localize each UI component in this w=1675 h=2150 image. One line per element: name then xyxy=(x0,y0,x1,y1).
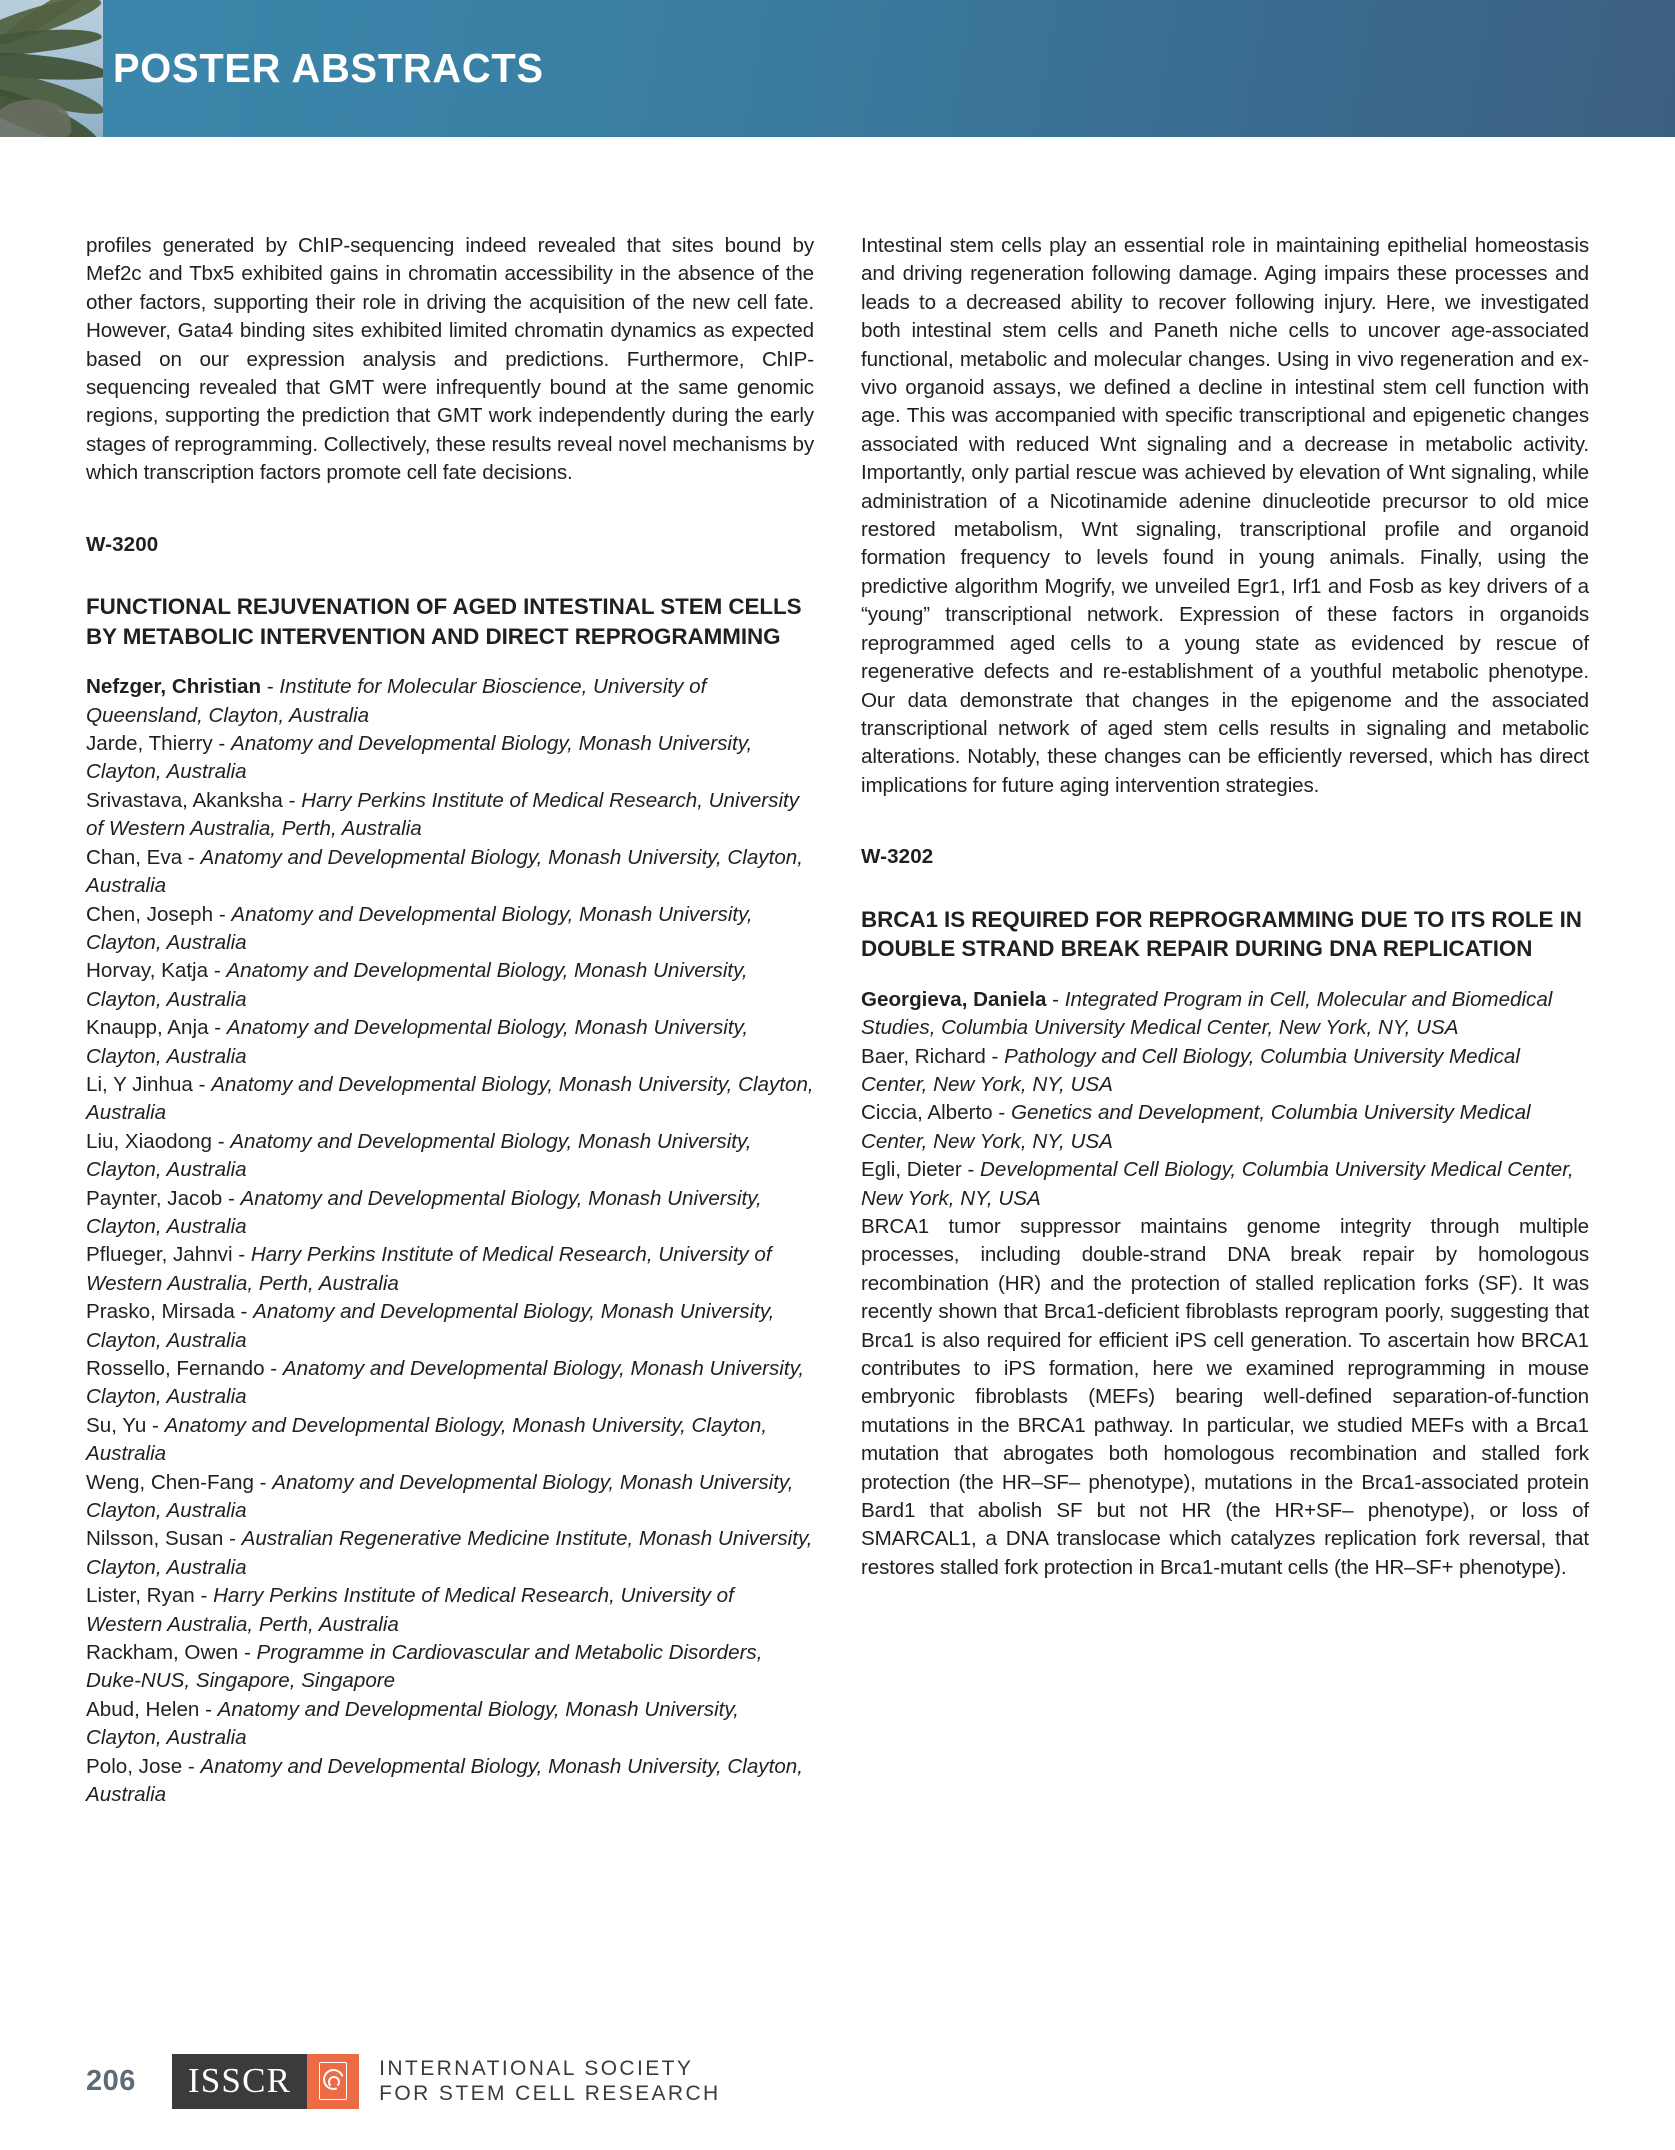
author-name: Li, Y Jinhua xyxy=(86,1072,193,1096)
author-affiliation: Harry Perkins Institute of Medical Research, University of Western Australia, Perth, Australia xyxy=(86,1584,734,1636)
author-name: Horvay, Katja xyxy=(86,959,209,983)
author-affiliation: Programme in Cardiovascular and Metabolic Disorders, Duke-NUS, Singapore, Singapore xyxy=(86,1641,763,1693)
page-title: POSTER ABSTRACTS xyxy=(113,45,544,91)
author-affiliation: Anatomy and Developmental Biology, Monash University, Clayton, Australia xyxy=(86,1697,739,1750)
author-name: Chen, Joseph xyxy=(86,902,214,926)
author-affiliation: Anatomy and Developmental Biology, Monash University, Clayton, Australia xyxy=(86,1413,768,1466)
page-footer xyxy=(0,2046,1675,2116)
author-entry: Lister, Ryan - Harry Perkins Institute of Medical Research, University of Western Australia, Perth, Australia xyxy=(86,1584,734,1636)
author-affiliation: Anatomy and Developmental Biology, Monash University, Clayton, Australia xyxy=(86,1470,794,1523)
author-entry: Su, Yu - Anatomy and Developmental Biology, Monash University, Clayton, Australia xyxy=(86,1413,768,1466)
author-affiliation: Anatomy and Developmental Biology, Monash University, Clayton, Australia xyxy=(86,732,753,784)
author-affiliation: Anatomy and Developmental Biology, Monash University, Clayton, Australia xyxy=(86,1186,762,1238)
author-name: Rossello, Fernando xyxy=(86,1357,265,1380)
author-affiliation: Anatomy and Developmental Biology, Monash University, Clayton, Australia xyxy=(86,1754,803,1807)
author-name: Ciccia, Alberto xyxy=(861,1101,993,1125)
author-entry: Chan, Eva - Anatomy and Developmental Biology, Monash University, Clayton, Australia xyxy=(86,845,803,898)
author-affiliation: Harry Perkins Institute of Medical Research, University of Western Australia, Perth, Australia xyxy=(86,788,800,841)
author-affiliation: Genetics and Development, Columbia University Medical Center, New York, NY, USA xyxy=(861,1101,1531,1153)
author-entry: Baer, Richard - Pathology and Cell Biology, Columbia University Medical Center, New York, NY, USA xyxy=(861,1044,1520,1096)
author-name: Nefzger, Christian xyxy=(86,675,262,699)
author-list-w3200 xyxy=(86,673,814,1809)
author-entry: Egli, Dieter - Developmental Cell Biology, Columbia University Medical Center, New York, NY, USA xyxy=(861,1158,1574,1210)
author-name: Su, Yu xyxy=(86,1413,147,1437)
author-entry: Polo, Jose - Anatomy and Developmental Biology, Monash University, Clayton, Australia xyxy=(86,1754,803,1807)
author-name: Rackham, Owen xyxy=(86,1641,239,1665)
author-entry: Prasko, Mirsada - Anatomy and Developmental Biology, Monash University, Clayton, Australia xyxy=(86,1300,775,1352)
isscr-full-name xyxy=(379,2054,720,2109)
author-name: Baer, Richard xyxy=(861,1044,986,1068)
author-name: Lister, Ryan xyxy=(86,1584,195,1608)
author-name: Nilsson, Susan xyxy=(86,1527,224,1551)
author-entry: Liu, Xiaodong - Anatomy and Developmental Biology, Monash University, Clayton, Australia xyxy=(86,1129,752,1182)
page-content xyxy=(0,232,1675,1810)
author-affiliation: Anatomy and Developmental Biology, Monash University, Clayton, Australia xyxy=(86,959,748,1011)
author-entry: Chen, Joseph - Anatomy and Developmental Biology, Monash University, Clayton, Australia xyxy=(86,902,753,954)
continued-paragraph: profiles generated by ChIP-sequencing indeed revealed that sites bound by Mef2c and Tbx5 exhibited gains in chromatin accessibility in the absence of the other factors, supporting their role in driving the acquisition of the new cell fate. However, Gata4 binding sites exhibited limited chromatin dynamics as expected based on our expression analysis and predictions. Furthermore, ChIP-sequencing revealed that GMT were infrequently bound at the same genomic regions, supporting the prediction that GMT work independently during the early stages of reprogramming. Collectively, these results reveal novel mechanisms by which transcription factors promote cell fate decisions. xyxy=(86,234,814,485)
author-entry: Georgieva, Daniela - Integrated Program in Cell, Molecular and Biomedical Studies, Columbia University Medical Center, New York, NY, USA xyxy=(861,987,1553,1040)
author-entry: Nilsson, Susan - Australian Regenerative Medicine Institute, Monash University, Clayton, Australia xyxy=(86,1527,813,1579)
isscr-emblem-block xyxy=(307,2054,359,2109)
right-column xyxy=(861,232,1589,1810)
author-entry: Rossello, Fernando - Anatomy and Developmental Biology, Monash University, Clayton, Australia xyxy=(86,1357,805,1409)
author-affiliation: Anatomy and Developmental Biology, Monash University, Clayton, Australia xyxy=(86,1072,814,1125)
banner-color-bar xyxy=(103,0,1675,137)
isscr-name-line-2: FOR STEM CELL RESEARCH xyxy=(379,2082,721,2105)
author-name: Egli, Dieter xyxy=(861,1158,962,1182)
author-entry: Pflueger, Jahnvi - Harry Perkins Institute of Medical Research, University of Western Australia, Perth, Australia xyxy=(86,1243,772,1295)
isscr-wordmark: ISSCR xyxy=(172,2054,307,2109)
left-column xyxy=(86,232,814,1810)
author-name: Georgieva, Daniela xyxy=(861,987,1047,1011)
isscr-logo xyxy=(172,2054,721,2109)
author-name: Polo, Jose xyxy=(86,1754,183,1778)
author-affiliation: Anatomy and Developmental Biology, Monash University, Clayton, Australia xyxy=(86,845,803,898)
author-name: Weng, Chen-Fang xyxy=(86,1470,254,1494)
page-header-banner xyxy=(0,0,1675,137)
author-entry: Horvay, Katja - Anatomy and Developmental Biology, Monash University, Clayton, Australia xyxy=(86,959,748,1011)
two-column-layout xyxy=(86,232,1589,1810)
author-name: Srivastava, Akanksha xyxy=(86,788,283,812)
author-affiliation: Anatomy and Developmental Biology, Monash University, Clayton, Australia xyxy=(86,1300,775,1352)
author-entry: Srivastava, Akanksha - Harry Perkins Institute of Medical Research, University of Western Australia, Perth, Australia xyxy=(86,788,800,841)
author-entry: Paynter, Jacob - Anatomy and Developmental Biology, Monash University, Clayton, Australia xyxy=(86,1186,762,1238)
author-name: Pflueger, Jahnvi xyxy=(86,1243,233,1267)
author-entry: Knaupp, Anja - Anatomy and Developmental Biology, Monash University, Clayton, Australia xyxy=(86,1016,749,1068)
abstract-body-w3200: Intestinal stem cells play an essential role in maintaining epithelial homeostasis and driving regeneration following damage. Aging impairs these processes and leads to a decreased ability to recover following injury. Here, we investigated both intestinal stem cells and Paneth niche cells to uncover age-associated functional, metabolic and molecular changes. Using in vivo regeneration and ex-vivo organoid assays, we defined a decline in intestinal stem cell function with age. This was accompanied with specific transcriptional and epigenetic changes associated with reduced Wnt signaling and a decrease in metabolic activity. Importantly, only partial rescue was achieved by elevation of Wnt signaling, while administration of a Nicotinamide adenine dinucleotide precursor to old mice restored metabolism, Wnt signaling, transcriptional profile and organoid formation frequency to levels found in young animals. Finally, using the predictive algorithm Mogrify, we unveiled Egr1, Irf1 and Fosb as key drivers of a “young” transcriptional network. Expression of these factors in organoids reprogrammed aged cells to a young state as evidenced by rescue of regenerative defects and re-establishment of a youthful metabolic phenotype. Our data demonstrate that changes in the epigenome and the associated transcriptional network of aged stem cells results in signaling and metabolic alterations. Notably, these changes can be efficiently reversed, which has direct implications for future aging intervention strategies. xyxy=(861,234,1589,797)
abstract-id-w3202: W-3202 xyxy=(861,845,934,869)
isscr-name-line-1: INTERNATIONAL SOCIETY xyxy=(379,2057,694,2080)
author-name: Paynter, Jacob xyxy=(86,1186,223,1210)
author-name: Liu, Xiaodong xyxy=(86,1129,212,1153)
abstract-id-w3200: W-3200 xyxy=(86,532,159,556)
author-name: Jarde, Thierry xyxy=(86,732,213,756)
author-entry: Jarde, Thierry - Anatomy and Developmental Biology, Monash University, Clayton, Australia xyxy=(86,732,753,784)
author-entry: Rackham, Owen - Programme in Cardiovascular and Metabolic Disorders, Duke-NUS, Singapore, Singapore xyxy=(86,1641,763,1693)
author-name: Prasko, Mirsada xyxy=(86,1300,235,1324)
author-list-w3202 xyxy=(861,986,1589,1213)
palm-tree-photo xyxy=(0,0,103,137)
author-affiliation: Harry Perkins Institute of Medical Research, University of Western Australia, Perth, Australia xyxy=(86,1243,772,1295)
author-affiliation: Australian Regenerative Medicine Institute, Monash University, Clayton, Australia xyxy=(86,1527,813,1579)
abstract-body-w3202: BRCA1 tumor suppressor maintains genome integrity through multiple processes, including double-strand DNA break repair by homologous recombination (HR) and the protection of stalled replication forks (SF). It was recently shown that Brca1-deficient fibroblasts reprogram poorly, suggesting that Brca1 is also required for efficient iPS cell generation. To ascertain how BRCA1 contributes to iPS formation, here we examined reprogramming in mouse embryonic fibroblasts (MEFs) bearing well-defined separation-of-function mutations in the BRCA1 pathway. In particular, we studied MEFs with a Brca1 mutation that abrogates both homologous recombination and stalled fork protection (the HR–SF– phenotype), mutations in the Brca1-associated protein Bard1 that abolish SF but not HR (the HR+SF– phenotype), or loss of SMARCAL1, a DNA translocase which catalyzes replication fork reversal, that restores stalled fork protection in Brca1-mutant cells (the HR–SF+ phenotype). xyxy=(861,1214,1589,1579)
author-affiliation: Developmental Cell Biology, Columbia University Medical Center, New York, NY, USA xyxy=(861,1158,1574,1210)
author-affiliation: Institute for Molecular Bioscience, University of Queensland, Clayton, Australia xyxy=(86,675,707,727)
author-affiliation: Anatomy and Developmental Biology, Monash University, Clayton, Australia xyxy=(86,1129,752,1182)
abstract-title-w3202: BRCA1 IS REQUIRED FOR REPROGRAMMING DUE TO ITS ROLE IN DOUBLE STRAND BREAK REPAIR DURING DNA REPLICATION xyxy=(861,906,1582,962)
author-entry: Ciccia, Alberto - Genetics and Development, Columbia University Medical Center, New York, NY, USA xyxy=(861,1101,1531,1153)
author-affiliation: Anatomy and Developmental Biology, Monash University, Clayton, Australia xyxy=(86,1016,749,1068)
author-name: Chan, Eva xyxy=(86,845,183,869)
author-affiliation: Anatomy and Developmental Biology, Monash University, Clayton, Australia xyxy=(86,1357,805,1409)
author-entry: Weng, Chen-Fang - Anatomy and Developmental Biology, Monash University, Clayton, Australia xyxy=(86,1470,794,1523)
author-name: Abud, Helen xyxy=(86,1697,200,1721)
isscr-spiral-icon xyxy=(319,2062,347,2100)
author-entry: Abud, Helen - Anatomy and Developmental Biology, Monash University, Clayton, Australia xyxy=(86,1697,739,1750)
author-affiliation: Anatomy and Developmental Biology, Monash University, Clayton, Australia xyxy=(86,902,753,954)
author-entry: Li, Y Jinhua - Anatomy and Developmental Biology, Monash University, Clayton, Australia xyxy=(86,1072,814,1125)
page-number: 206 xyxy=(86,2064,136,2097)
author-affiliation: Pathology and Cell Biology, Columbia University Medical Center, New York, NY, USA xyxy=(861,1044,1520,1096)
author-affiliation: Integrated Program in Cell, Molecular and Biomedical Studies, Columbia University Medical Center, New York, NY, USA xyxy=(861,987,1553,1040)
author-name: Knaupp, Anja xyxy=(86,1016,209,1040)
abstract-title-w3200: FUNCTIONAL REJUVENATION OF AGED INTESTINAL STEM CELLS BY METABOLIC INTERVENTION AND DIRECT REPROGRAMMING xyxy=(86,594,802,649)
author-entry: Nefzger, Christian - Institute for Molecular Bioscience, University of Queensland, Clayton, Australia xyxy=(86,675,707,727)
